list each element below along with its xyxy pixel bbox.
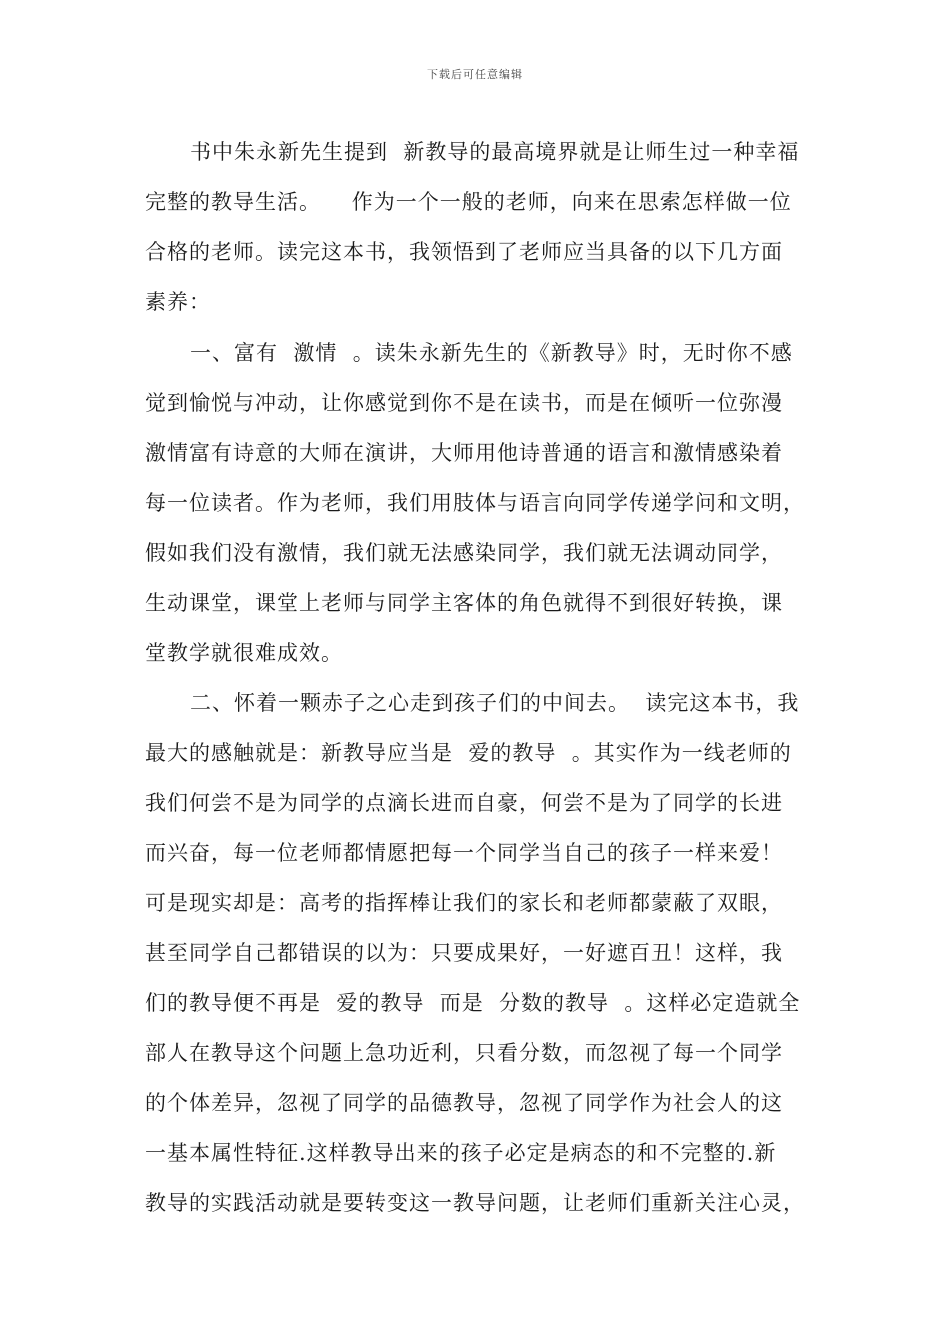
text-line: 觉到愉悦与冲动，让你感觉到你不是在读书，而是在倾听一位弥漫	[145, 391, 783, 415]
text-line: 完整的教导生活。 作为一个一般的老师，向来在思索怎样做一位	[145, 190, 792, 214]
text-line: 们的教导便不再是 爱的教导 而是 分数的教导 。这样必定造就全	[145, 991, 801, 1015]
text-line: 可是现实却是：高考的指挥棒让我们的家长和老师都蒙蔽了双眼，	[145, 891, 783, 915]
text-line: 甚至同学自己都错误的以为：只要成果好，一好遮百丑！这样，我	[145, 941, 783, 965]
text-line: 的个体差异，忽视了同学的品德教导，忽视了同学作为社会人的这	[145, 1091, 783, 1115]
text-line: 最大的感触就是：新教导应当是 爱的教导 。其实作为一线老师的	[145, 741, 792, 765]
text-line: 一、富有 激情 。读朱永新先生的《新教导》时，无时你不感	[190, 341, 793, 365]
text-line: 部人在教导这个问题上急功近利，只看分数，而忽视了每一个同学	[145, 1041, 783, 1065]
text-line: 二、怀着一颗赤子之心走到孩子们的中间去。 读完这本书，我	[190, 691, 800, 715]
text-line: 而兴奋，每一位老师都情愿把每一个同学当自己的孩子一样来爱！	[145, 841, 783, 865]
text-line: 我们何尝不是为同学的点滴长进而自豪，何尝不是为了同学的长进	[145, 791, 783, 815]
page-header: 下载后可任意编辑	[427, 68, 523, 81]
text-line: 书中朱永新先生提到 新教导的最高境界就是让师生过一种幸福	[190, 140, 800, 164]
text-line: 激情富有诗意的大师在演讲，大师用他诗普通的语言和激情感染着	[145, 441, 783, 465]
text-line: 每一位读者。作为老师，我们用肢体与语言向同学传递学问和文明，	[145, 491, 805, 515]
text-line: 素养：	[145, 290, 211, 314]
text-line: 堂教学就很难成效。	[145, 641, 343, 665]
text-line: 一基本属性特征.这样教导出来的孩子必定是病态的和不完整的.新	[145, 1141, 777, 1165]
text-line: 假如我们没有激情，我们就无法感染同学，我们就无法调动同学，	[145, 541, 783, 565]
text-line: 教导的实践活动就是要转变这一教导问题，让老师们重新关注心灵，	[145, 1191, 805, 1215]
text-line: 生动课堂，课堂上老师与同学主客体的角色就得不到很好转换，课	[145, 591, 783, 615]
text-line: 合格的老师。读完这本书，我领悟到了老师应当具备的以下几方面	[145, 240, 783, 264]
